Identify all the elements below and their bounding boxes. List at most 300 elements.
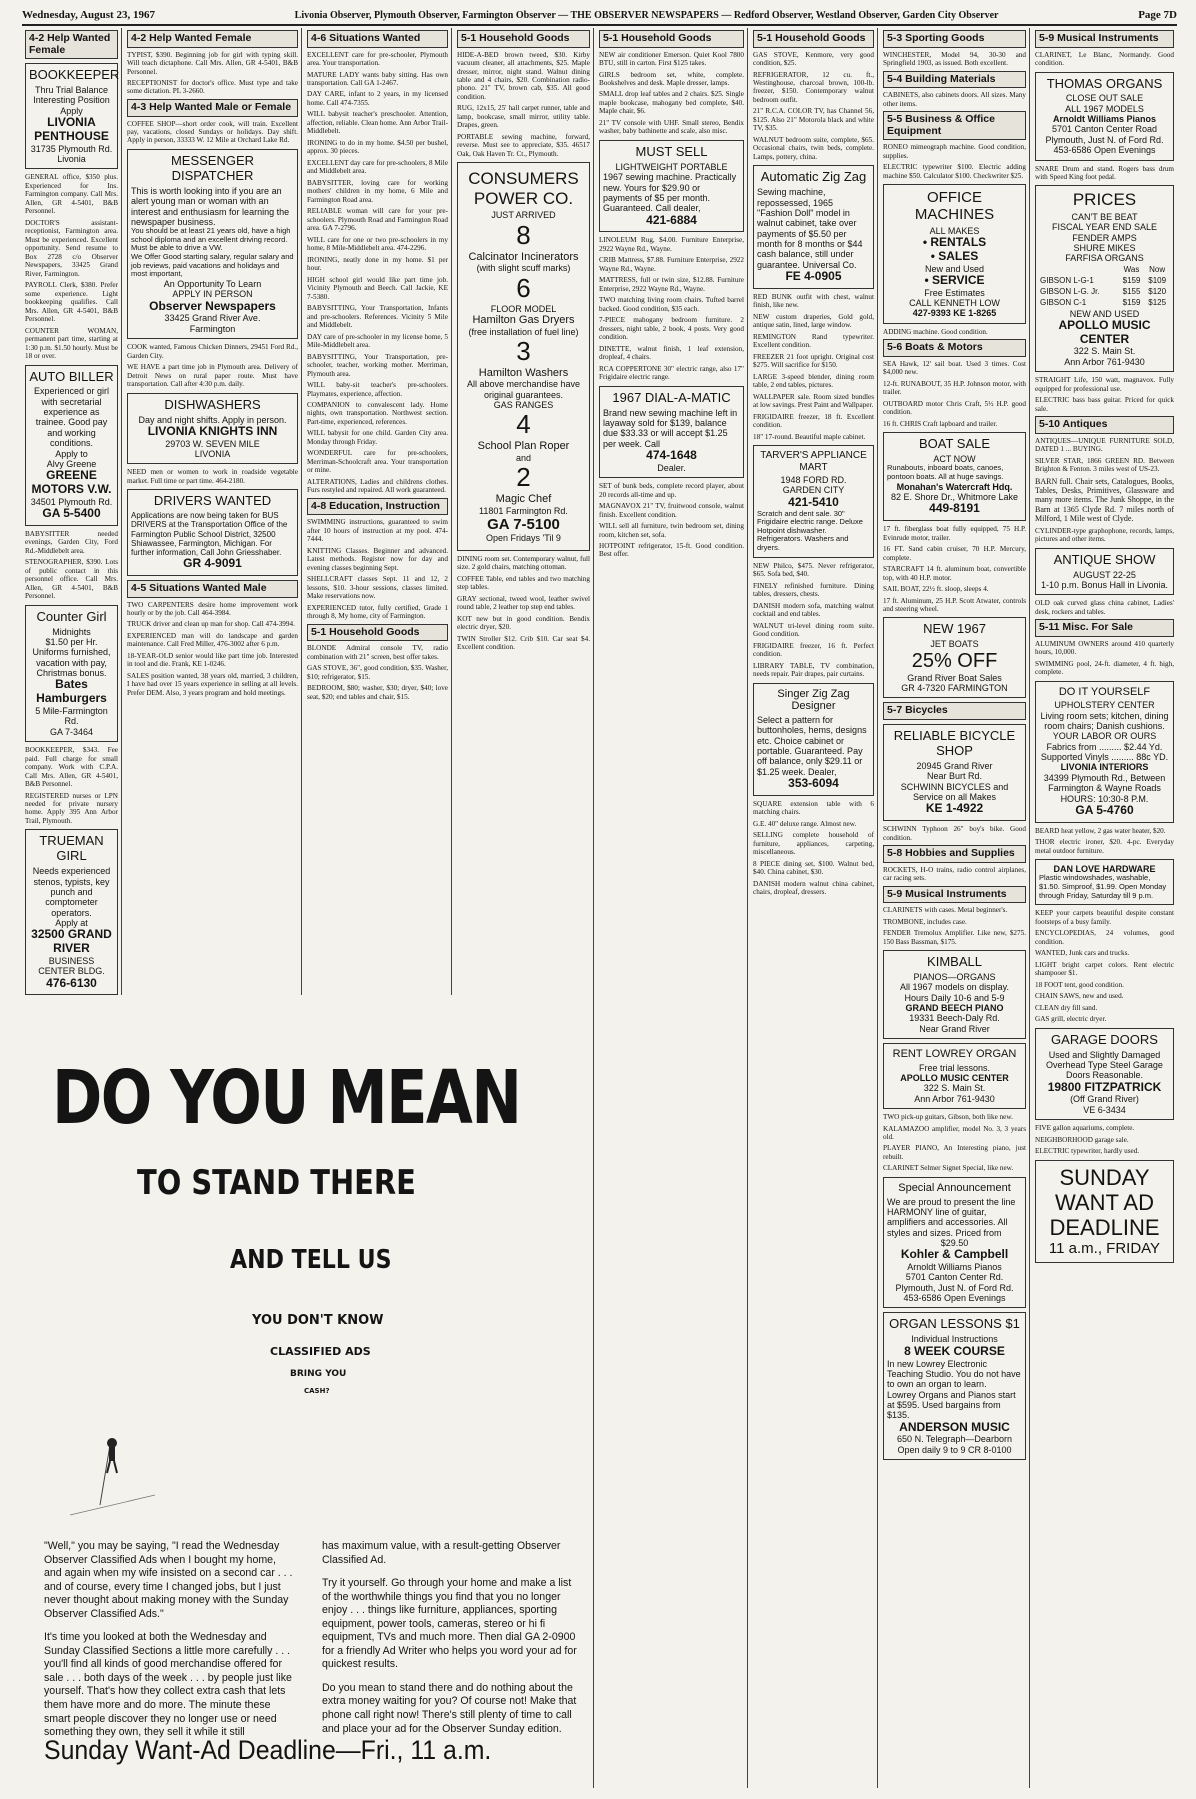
page-number: Page 7D (1138, 9, 1177, 21)
ad-phone: 427-9393 (912, 308, 951, 319)
ad-line: GARDEN CITY (782, 485, 845, 496)
ad-box (1035, 859, 1174, 905)
ad-title: OFFICE MACHINES (914, 189, 995, 224)
ad-title: ORGAN LESSONS $1 (889, 1316, 1020, 1332)
ad-address: BUSINESS CENTER BLDG. (38, 955, 105, 977)
classified-ad: COUNTER WOMAN, permanent part time, starting at 1:30 p.m. $1.50 hourly. Must be 18 or over. (25, 326, 118, 361)
ad-address: 31735 Plymouth Rd. (30, 143, 113, 154)
ad-name: LIVONIA INTERIORS (1060, 762, 1149, 773)
price-now: $120 (1148, 287, 1167, 297)
classified-ad: RONEO mimeograph machine. Good condition, supplies. (883, 143, 1026, 160)
ad-name: GREENE MOTORS V.W. (31, 468, 112, 496)
section-header: 5-1 Household Goods (307, 624, 448, 642)
column-3 (304, 28, 452, 998)
ad-line: SCHWINN BICYCLES and Service on all Makes (900, 781, 1009, 802)
deadline-line: WANT AD (1054, 1189, 1154, 1215)
ad-line: JET BOATS (930, 639, 979, 650)
ad-line: Plastic windowshades, washable, $1.50. Simproof, $1.99. Open Monday through Friday, Saturday till 9 p.m. (1039, 873, 1167, 900)
ad-title: BOOKKEEPER (29, 67, 120, 83)
classified-ad: COFFEE SHOP—short order cook, will train. Excellent pay, vacations, closed Sundays or holidays. Day shift. Apply in person, 33333 W. 12 Mile at Orchard Lake Rd. (127, 119, 298, 145)
ad-box (599, 386, 744, 478)
section-header: 5-7 Bicycles (883, 702, 1026, 720)
classified-ad: BARN full. Chair sets, Catalogues, Books, Tables, Desks, Primitives, Glassware and many more items. The Junk Shoppe, in the Barn at 1365 Clyde Rd. 7 miles north of Milford, 1 Mile west of Clyde. (1035, 476, 1174, 524)
classified-ad: SAIL BOAT, 22½ ft. sloop, sleeps 4. (883, 585, 989, 594)
ad-box (127, 149, 298, 339)
section-header: 5-9 Musical Instruments (1035, 30, 1174, 48)
classified-ad: WILL sell all furniture, twin bedroom set, dining room, kitchen set, sofa. (599, 522, 744, 539)
price-row (1039, 297, 1170, 308)
ad-line: FENDER AMPS (1072, 232, 1137, 243)
ad-title: 1967 DIAL-A-MATIC (612, 389, 731, 405)
issue-date: Wednesday, August 23, 1967 (22, 9, 155, 21)
classified-ad: ROCKETS, H-O trains, radio control airplanes, car racing sets. (883, 865, 1026, 883)
classified-ad: WILL baby-sit teacher's pre-schoolers. Playmates, experience, affection. (307, 381, 448, 398)
price-item: GIBSON L-G-1 (1040, 275, 1094, 285)
classified-ad: FRIGIDAIRE freezer, 16 ft. Perfect condition. (753, 641, 874, 659)
classified-ad: TWO matching living room chairs. Tufted barrel backed. Good condition, $35 each. (599, 296, 744, 313)
ad-title: DO IT YOURSELF (1058, 685, 1151, 698)
ad-line: SHURE MIKES (1073, 243, 1136, 254)
ad-name: Monahan's Watercraft Hdq. (896, 481, 1013, 492)
ad-box (1035, 72, 1174, 161)
ad-title: DRIVERS WANTED (153, 493, 272, 509)
classified-ad: 18-YEAR-OLD senior would like part time job. Interested in tool and die. Frank, KE 1-0246. (127, 651, 298, 669)
classified-ad: SNARE Drum and stand. Rogers bass drum with Speed King foot pedal. (1035, 164, 1174, 181)
ad-address: 29703 W. SEVEN MILE (165, 438, 260, 449)
classified-ad: NEIGHBORHOOD garage sale. (1035, 1135, 1129, 1144)
ad-hours: Open Evenings (944, 1293, 1006, 1304)
ad-name: Bates Hamburgers (36, 677, 107, 706)
ad-line: Hours Daily 10-6 and 5-9 (904, 992, 1005, 1003)
ad-phone: 474-1648 (646, 447, 697, 462)
classified-ad: ALUMINUM OWNERS around 410 quarterly hours, 10,000. (1035, 639, 1174, 657)
classified-ad: EXPERIENCED tutor, fully certified, Grade 1 through 8, My home, city of Farmington. (307, 603, 448, 621)
classified-ad: TWIN Stroller $12. Crib $10. Car seat $4. Excellent condition. (457, 634, 590, 652)
ad-box (1035, 681, 1174, 823)
ad-phone: 761-9430 (956, 1093, 995, 1104)
ad-city: Farmington (189, 323, 236, 334)
deadline-time: 11 a.m., FRIDAY (1048, 1240, 1161, 1258)
ad-title: THOMAS ORGANS (1046, 75, 1163, 91)
classified-ad: MATURE LADY wants baby sitting. Has own transportation. Call GA 1-2467. (307, 70, 448, 87)
ad-name: Kohler & Campbell (900, 1247, 1009, 1262)
section-header: 4-3 Help Wanted Male or Female (127, 99, 298, 117)
ad-box (1035, 548, 1174, 596)
classified-ad: 17 ft. fiberglass boat fully equipped, 75 H.P. Evinrude motor, trailer. (883, 525, 1026, 542)
column-1 (22, 28, 122, 998)
classified-ad: KALAMAZOO amplifier, model No. 3, 3 years old. (883, 1124, 1026, 1141)
classified-ad: RUG, 12x15, 25' hall carpet runner, table and lamp, bookcase, small mirror, utility table. Drapes, green. (457, 104, 590, 130)
ad-box (753, 683, 874, 796)
deadline-line: DEADLINE (1049, 1215, 1160, 1241)
classified-ad: DOCTOR'S assistant-receptionist, Farmington area. Must be experienced. Excellent opportunity. Send resume to Box 2728 c/o Observer Newspapers, 33425 Grand River, Farmington. (25, 218, 118, 278)
classified-ad: BABYSITTER needed evenings, Garden City, Ford Rd.-Middlebelt area. (25, 529, 118, 555)
ad-city: Plymouth, Just N. of Ford Rd. (1045, 134, 1164, 145)
classified-ad: ENCYCLOPEDIAS, 24 volumes, good condition. (1035, 929, 1174, 946)
ad-phone: VE 6-3434 (1083, 1104, 1126, 1115)
ad-phone: 421-6884 (646, 212, 697, 227)
ad-address: 19331 Beech-Daly Rd. (909, 1013, 1000, 1024)
ad-title: ANTIQUE SHOW (1053, 551, 1156, 567)
classified-ad: BLONDE Admiral console TV, radio combination with 21" screen, best offer takes. (307, 644, 448, 661)
ad-city: Ann Arbor (914, 1093, 955, 1104)
ad-title: Singer Zig Zag Designer (777, 687, 850, 713)
promo-body-left (44, 1540, 294, 1750)
classified-ad: HIDE-A-BED brown tweed, $30. Kirby vacuum cleaner, all attachments, $25. Maple dresser, mirror, night stand. Walnut dining table and 4 chairs, $20. Combination radio-phono. 21" TV, brown cab, $35. All good condition. (457, 50, 590, 101)
ad-city: Livonia (57, 154, 86, 164)
classified-ad: STENOGRAPHER, $390. Lots of public contact in this personnel office. Call Mrs. Allen, GR 4-5401, B&B Personnel. (25, 558, 118, 601)
classified-ad: LIGHT bright carpet colors. Rent electric shampooer $1. (1035, 960, 1174, 978)
classified-ad: LIBRARY TABLE, TV combination, needs repair. Pair drapes, pair curtains. (753, 661, 874, 679)
ad-line: Fabrics from ......... $2.44 Yd. (1046, 741, 1163, 752)
classified-ad: ELECTRIC typewriter $100. Electric adding machine $50. Calculator $100. Checkwriter $25. (883, 163, 1026, 180)
ad-line: AUGUST 22-25 (1073, 569, 1136, 580)
classified-ad: KOT new but in good condition. Bendix electric dryer, $20. (457, 614, 590, 632)
price-now: $125 (1148, 298, 1167, 308)
classified-ad: SALES position wanted, 38 years old, married, 3 children, I have had over 15 years experience in selling at all levels. Prefer DEM. Also, 3 years program and hold meetings. (127, 671, 298, 697)
classified-ad: 8 PIECE dining set, $100. Walnut bed, $40. China cabinet, $30. (753, 859, 874, 877)
ad-box (883, 432, 1026, 521)
classified-ad: RCA COPPERTONE 30" electric range, also 17" Frigidaire electric range. (599, 364, 744, 382)
ad-line: 1967 sewing machine. Practically new. Yours for $29.90 or payments of $5 per month. Guaranteed. Call dealer, (603, 172, 737, 214)
ad-phone: GA 5-4760 (1075, 802, 1134, 817)
promo-deadline: Sunday Want-Ad Deadline—Fri., 11 a.m. (44, 1735, 492, 1765)
ad-box (753, 165, 874, 288)
ad-box (883, 1177, 1026, 1309)
column-6 (750, 28, 878, 1788)
classified-ad: CYLINDER-type graphophone, records, lamps, pictures and other items. (1035, 526, 1174, 544)
ad-line: APPLY IN PERSON (172, 289, 253, 300)
classified-ad: WILL babysit teacher's preschooler. Attention, affection, reliable. Clean home. Ann Arbor Trail-Middlebelt. (307, 110, 448, 136)
classified-ad: DANISH modern sofa, matching walnut cocktail and end tables. (753, 601, 874, 619)
classified-ad: WE HAVE a part time job in Plymouth area. Delivery of Detroit News on rural paper route. Must have transportation. Call after 4:30 p.m. daily. (127, 363, 298, 389)
classified-ad: G.E. 40" deluxe range. Almost new. (753, 819, 857, 828)
classified-ad: IRONING to do in my home. $4.50 per bushel, approx. 30 pieces. (307, 138, 448, 156)
ad-hours: Open Evenings (1094, 145, 1156, 156)
ad-title: PRICES (1072, 190, 1137, 210)
ad-line: $1.50 per Hr. (45, 637, 98, 648)
classified-ad: BEARD heat yellow, 2 gas water heater, $20. (1035, 826, 1166, 835)
classified-ad: SMALL drop leaf tables and 2 chairs. $25. Single maple bookcase, mahogany bed complete, $40. Maple chair, $6. (599, 90, 744, 116)
classified-ad: GIRLS bedroom set, white, complete. Bookshelves and desk. Maple dresser, lamps. (599, 70, 744, 87)
ad-address: 33425 Grand River Ave. (164, 313, 261, 324)
ad-line: Hamilton Gas Dryers (472, 313, 575, 326)
classified-ad: SILVER STAR, 1866 GREEN RD. Between Brighton & Fenton. 3 miles west of US-23. (1035, 456, 1174, 474)
ad-title: Special Announcement (898, 1181, 1011, 1194)
classified-ad: EXPERIENCED man will do landscape and garden maintenance. Call Fred Miller, 476-3002 after 6 p.m. (127, 631, 298, 649)
ad-line: School Plan Roper (477, 440, 570, 453)
ad-title: Counter Girl (36, 608, 107, 624)
classified-ad: EXCELLENT day care for pre-schoolers, 8 Mile and Middlebelt area. (307, 158, 448, 176)
ad-name: Observer Newspapers (149, 298, 276, 313)
ad-line: We are proud to present the line HARMONY line of guitar, amplifiers and accessories. All styles and sizes. Priced from (887, 1196, 1016, 1238)
ad-box (25, 605, 118, 742)
ad-phone: 421-5410 (788, 494, 839, 509)
ad-address: 5701 Canton Center Road (1051, 124, 1158, 135)
ad-box (883, 617, 1026, 698)
masthead (22, 6, 1177, 26)
classified-ad: PLAYER PIANO, An Interesting piano, just rebuilt. (883, 1144, 1026, 1161)
ad-quantity: 2 (516, 462, 531, 493)
ad-line: • SALES (930, 248, 979, 263)
price-was: $159 (1122, 275, 1141, 285)
ad-title: GARAGE DOORS (1051, 1031, 1158, 1047)
ad-phone: GR 4-9091 (183, 556, 242, 571)
ad-line: New and Used (924, 263, 985, 274)
ad-address: 5 Mile-Farmington Rd. (35, 706, 108, 727)
classified-ad: SQUARE extension table with 6 matching chairs. (753, 799, 874, 817)
ad-line: PIANOS—ORGANS (913, 971, 996, 982)
ad-discount: 25% OFF (911, 649, 998, 672)
classified-ad: PAYROLL Clerk, $380. Prefer some experience. Light bookkeeping qualifies. Call Mrs. Allen, GR 4-5401, B&B Personnel. (25, 281, 118, 324)
price-was: $159 (1122, 298, 1141, 308)
tiny-man-illustration (40, 1435, 160, 1525)
ad-line: Individual Instructions (911, 1334, 998, 1345)
classified-ad: DAY CARE, infant to 2 years, in my licensed home. Call 474-7355. (307, 90, 448, 107)
ad-line: Select a pattern for buttonholes, hems, designs etc. Choice cabinet or portable. Guaranteed. Pay off balance, only $29.11 or $1.25 week. Dealer, (757, 714, 867, 777)
ad-line: This is worth looking into if you are an alert young man or woman with an interest and enthusiasm for learning the newspaper business. (131, 185, 290, 227)
section-header: 4-2 Help Wanted Female (127, 30, 298, 48)
promo-paragraph: Do you mean to stand there and do nothing about the extra money waiting for you? Of course not! Make that phone call right now! There's still plenty of time to call and place your ad for the Observer Sunday edition. (322, 1681, 577, 1735)
ad-line: NEW AND USED (1069, 308, 1140, 319)
classified-ad: CLARINET Selmer Signet Special, like new. (883, 1164, 1014, 1173)
classified-ad: GAS STOVE, Kenmore, very good condition, $25. (753, 50, 874, 68)
classified-ad: DANISH modern walnut china cabinet, chairs, dropleaf, dressers. (753, 879, 874, 897)
section-header: 5-1 Household Goods (457, 30, 590, 48)
ad-name: ANDERSON MUSIC (899, 1419, 1010, 1434)
column-7 (880, 28, 1030, 1788)
classified-ad: FREEZER 21 foot upright. Original cost $275. Will sacrifice for $150. (753, 352, 874, 370)
classified-ad: 16 FT. Sand cabin cruiser, 70 H.P. Mercury, complete. (883, 545, 1026, 562)
section-header: 5-4 Building Materials (883, 71, 1026, 89)
ad-line: 8 WEEK COURSE (904, 1343, 1005, 1358)
ad-line: Day and night shifts. Apply in person. (138, 414, 287, 425)
ad-line: Dealer. (657, 462, 686, 473)
classified-ad: 7-PIECE mahogany bedroom furniture. 2 dressers, night table, 2 book, 4 posts. Very good condition. (599, 316, 744, 342)
section-header: 5-1 Household Goods (599, 30, 744, 48)
ad-phone: KE 1-4922 (925, 801, 984, 816)
classified-ad: GENERAL office, $350 plus. Experienced for Ins. Farmington company. Call Mrs. Allen, GR 4-5401, B&B Personnel. (25, 173, 118, 216)
classified-ad: WILL care for one or two pre-schoolers in my home, 8 Mile-Middlebelt area. 474-2296. (307, 235, 448, 253)
classified-ad: 12-ft. RUNABOUT, 35 H.P. Johnson motor, with trailer. (883, 379, 1026, 397)
classified-ad: LARGE 3-speed blender, dining room table, 2 end tables, pictures. (753, 372, 874, 390)
classified-ad: NEW air conditioner Emerson. Quiet Kool 7800 BTU, still in carton. First $125 takes. (599, 50, 744, 68)
deadline-box (1035, 1160, 1174, 1263)
section-header: 5-5 Business & Office Equipment (883, 111, 1026, 140)
ad-phone: 449-8191 (929, 501, 980, 516)
promo-subhead: TO STAND THERE (137, 1163, 416, 1203)
classified-ad: SELLING complete household of furniture, appliances, carpeting, miscellaneous. (753, 831, 874, 857)
classified-ad: NEW Philco, $475. Never refrigerator, $65. Sofa bed, $40. (753, 561, 874, 579)
ad-line: Applications are now being taken for BUS DRIVERS at the Transportation Office of the Farmington Public School District, 32500 Shiawassee, Farmington, Michigan. For further information, Call John Griesshaber. (131, 511, 288, 557)
ad-line: Alvy Greene (46, 458, 97, 469)
classified-ad: FINELY refinished furniture. Dining tables, dressers, chests. (753, 581, 874, 599)
classified-ad: WILL babysit for one child. Garden City area. Monday through Friday. (307, 429, 448, 446)
promo-paragraph: "Well," you may be saying, "I read the Wednesday Observer Classified Ads when I bought my home, and again when my wife insisted on a second car . . . and of course, every time I changed jobs, but I just never thought about making money with the Sunday Observer Classified Ads." (44, 1540, 293, 1620)
ad-name: APOLLO MUSIC CENTER (1058, 317, 1151, 346)
classified-ad: BEDROOM, $80; washer, $30; dryer, $40; love seat, $20; end tables and chair, $15. (307, 684, 448, 701)
ad-address: 34399 Plymouth Rd., Between Farmington & Wayne Roads (1043, 772, 1166, 794)
section-header: 4-2 Help Wanted Female (25, 30, 118, 59)
price-row (1039, 275, 1170, 286)
ad-box (599, 140, 744, 232)
ad-address: 5701 Canton Center Rd. (905, 1272, 1004, 1283)
ad-line: JUST ARRIVED (491, 210, 556, 221)
classified-ad: MAGNAVOX 21" TV, fruitwood console, walnut finish. Excellent condition. (599, 502, 744, 519)
ad-quantity: 4 (516, 409, 531, 440)
ad-phone: GA 7-3464 (49, 726, 94, 737)
classified-ad: GRAY sectional, tweed wool, leather swivel round table, 2 leather top step end tables. (457, 594, 590, 612)
ad-line: Used and Slightly Damaged Overhead Type Steel Garage Doors Reasonable. (1046, 1049, 1163, 1081)
ad-box (883, 184, 1026, 324)
ad-line: (with slight scuff marks) (476, 263, 571, 274)
classified-ad: ELECTRIC bass bass guitar. Priced for quick sale. (1035, 396, 1174, 413)
classified-ad: BABYSITTING, Your Transportation, pre-schooler, teacher, working mother. Merriman, Plymouth area. (307, 352, 448, 378)
ad-quantity: 6 (516, 272, 531, 303)
classified-ad: SET of bunk beds, complete record player, about 20 records all-time and up. (599, 482, 744, 499)
price-now: $109 (1148, 275, 1167, 285)
classified-ad: 18" 17-round. Beautiful maple cabinet. (753, 432, 866, 441)
ad-line: All above merchandise have original guarantees. (466, 379, 581, 400)
ad-line: Brand new sewing machine left in layaway sold for $139, balance due $33.33 or will accept $1.25 per week. Call (603, 407, 738, 449)
promo-headline: DO YOU MEAN (52, 1055, 521, 1141)
classified-ad: DAY care of pre-schooler in my license home, 5 Mile-Middlebelt area. (307, 332, 448, 350)
classified-ad: HOTPOINT refrigerator, 15-ft. Good condition. Best offer. (599, 541, 744, 559)
promo-paragraph: Try it yourself. Go through your home and make a list of the worthwhile things you find that you no longer enjoy . . . things like furniture, appliances, sporting equipment, power tools, cameras, stereo or hi fi equipment, TVs and much more. Then dial GA 2-0900 for a friendly Ad Writer who helps you word your ad for quickest results. (322, 1577, 577, 1671)
price-table (1039, 264, 1170, 309)
section-header: 5-10 Antiques (1035, 416, 1174, 434)
classified-ad: BOOKKEEPER, $343. Fee paid. Full charge for small company. Work with C.P.A. Call Mrs. Allen, GR 4-5401, B&B Personnel. (25, 746, 118, 789)
ad-name: 32500 GRAND RIVER (31, 927, 112, 956)
ad-title: BOAT SALE (918, 436, 991, 452)
ad-line: 1948 FORD RD. (780, 475, 847, 486)
classified-ad: RECEPTIONIST for doctor's office. Must type and take some dictation. PL 3-2660. (127, 79, 298, 96)
classified-ad: SWIMMING pool, 24-ft. diameter, 4 ft. high, complete. (1035, 659, 1174, 677)
section-header: 5-8 Hobbies and Supplies (883, 845, 1026, 863)
classified-ad: WALNUT bedroom suite, complete, $65. Occasional chairs, twin beds, complete. Lamps, pottery, china. (753, 135, 874, 161)
ad-line: CAN'T BE BEAT (1071, 212, 1138, 223)
ad-line: Free Estimates (924, 287, 985, 298)
ad-line: An Opportunity To Learn (163, 278, 262, 289)
classified-ad: GAS STOVE, 36", good condition, $35. Washer, $10; refrigerator, $15. (307, 664, 448, 681)
ad-line: Near Grand River (919, 1023, 990, 1034)
ad-title: RELIABLE BICYCLE SHOP (893, 727, 1016, 758)
classified-ad: REMINGTON Rand typewriter. Excellent condition. (753, 332, 874, 350)
deadline-title: SUNDAY (1059, 1164, 1150, 1190)
ad-address: 322 S. Main St. (923, 1083, 986, 1094)
ad-address: 11801 Farmington Rd. (479, 505, 568, 516)
section-header: 4-8 Education, Instruction (307, 498, 448, 516)
ad-phone: KE 1-8265 (953, 308, 997, 319)
ad-title: AUTO BILLER (29, 368, 114, 384)
promo-subhead: YOU DON'T KNOW (252, 1313, 384, 1328)
price-was: $155 (1122, 287, 1141, 297)
classified-ad: RELIABLE woman will care for your pre-schoolers. Plymouth Road and Farmington Road area. GA 7-2796. (307, 207, 448, 233)
classified-ad: DINETTE, walnut finish, 1 leaf extension, dropleaf, 4 chairs. (599, 344, 744, 362)
ad-name: LIVONIA PENTHOUSE (34, 115, 109, 143)
classified-ad: WONDERFUL care for pre-schoolers, Merriman-Schoolcraft area. Your transportation or mine. (307, 449, 448, 475)
classified-ad: ADDING machine. Good condition. (883, 327, 988, 336)
section-header: 5-3 Sporting Goods (883, 30, 1026, 48)
ad-quantity: 8 (516, 219, 531, 250)
ad-address: 19800 FITZPATRICK (1047, 1079, 1162, 1094)
ad-phone: GR 4-7320 (901, 683, 946, 694)
ad-phone: 761-9430 (1106, 356, 1145, 367)
ad-phone: CR 8-0100 (968, 1444, 1012, 1455)
ad-name: APOLLO MUSIC CENTER (900, 1072, 1009, 1083)
classified-ad: SEA Hawk, 12' sail boat. Used 3 times. Cost $4,000 new. (883, 359, 1026, 377)
ad-line: • RENTALS (922, 234, 987, 249)
price-row (1039, 286, 1170, 297)
classified-ad: COFFEE Table, end tables and two matching step tables. (457, 574, 590, 592)
ad-line: CLOSE OUT SALE (1065, 93, 1144, 104)
ad-city: FARMINGTON (947, 683, 1008, 694)
ad-line: Arnoldt Williams Pianos (907, 1262, 1002, 1273)
classified-ad: BABYSITTER, loving care for working mothers' children in my home, 6 Mile and Farmington Road area. (307, 178, 448, 204)
classified-ad: OUTBOARD motor Chris Craft, 5½ H.P. good condition. (883, 399, 1026, 417)
classified-ad: ANTIQUES—UNIQUE FURNITURE SOLD, DATED 1 ... BUYING. (1035, 436, 1174, 454)
classified-ad: PORTABLE sewing machine, forward, reverse. Must see to appreciate, $35. 46517 Oak, Oak Haven Tr. Ct., Plymouth. (457, 132, 590, 158)
promo-body-right (322, 1540, 577, 1746)
price-header: Now (1149, 264, 1166, 274)
price-item: GIBSON C-1 (1040, 298, 1087, 308)
ad-line: GAS RANGES (493, 400, 554, 411)
ad-title: DISHWASHERS (164, 396, 261, 412)
ad-title: MESSENGER DISPATCHER (170, 152, 255, 183)
classified-ad: CABINETS, also cabinets doors. All sizes. Many other items. (883, 91, 1026, 108)
ad-name: Arnoldt Williams Pianos (1053, 114, 1156, 125)
ad-box (127, 393, 298, 465)
ad-line: All 1967 models on display. (900, 982, 1009, 993)
ad-phone: 453-6586 (1053, 145, 1092, 156)
classified-ad: TYPIST, $390. Beginning job for girl with typing skill. Will teach dictaphone. Call Mrs. Allen, GR 4-5401, B&B Personnel. (127, 50, 298, 76)
classified-ad: LINOLEUM Rug, $4.00. Furniture Enterprise, 2922 Wayne Rd., Wayne. (599, 236, 744, 253)
ad-title: TARVER'S APPLIANCE MART (760, 450, 867, 473)
ad-line: Thru Trial Balance (34, 85, 109, 96)
ad-title: KIMBALL (927, 954, 982, 969)
ad-line: Calcinator Incinerators (468, 250, 579, 263)
ad-line: Needs experienced stenos, typists, key punch and comptometer operators. (32, 866, 111, 918)
ad-box (883, 724, 1026, 821)
ad-box (25, 829, 118, 995)
ad-line: Uniforms furnished, vacation with pay, Christmas bonus. (32, 647, 111, 679)
ad-title: MUST SELL (635, 143, 708, 159)
classified-ad: WALLPAPER sale. Room sized bundles at low savings. Prest Paint and Wallpaper. (753, 392, 874, 410)
ad-line: Hamilton Washers (478, 366, 569, 379)
ad-line: and (515, 452, 532, 463)
classified-ad: COOK wanted, Famous Chicken Dinners, 29451 Ford Rd., Garden City. (127, 343, 298, 360)
ad-line: Free trial lessons. (918, 1062, 991, 1073)
ad-name: GRAND BEECH PIANO (905, 1002, 1004, 1013)
ad-line: FLOOR MODEL (490, 303, 557, 314)
classified-ad: NEW custom draperies, Gold gold, antique satin, lined, large window. (753, 312, 874, 330)
ad-line: Runabouts, inboard boats, canoes, pontoon boats. All at huge savings. (887, 463, 1004, 481)
ad-address: 650 N. Telegraph—Dearborn (897, 1434, 1012, 1445)
ad-title: Automatic Zig Zag (760, 169, 867, 185)
classified-ad: GAS grill, electric dryer. (1035, 1015, 1107, 1024)
ad-box (883, 1312, 1026, 1460)
ad-address: 82 E. Shore Dr., Whitmore Lake (890, 491, 1019, 502)
ad-line: $29.50 (940, 1237, 969, 1248)
classified-ad: FIVE gallon aquariums, complete. (1035, 1124, 1135, 1133)
promo-paragraph: has maximum value, with a result-getting Observer Classified Ad. (322, 1540, 561, 1566)
classified-ad: ALTERATIONS, Ladies and childrens clothes. Furs restyled and repaired. All work guaranteed. (307, 477, 448, 495)
classified-ad: 18 FOOT tent, good condition. (1035, 980, 1124, 989)
classified-ad: CLEAN dry fill sand. (1035, 1003, 1098, 1012)
ad-line: Lowrey Organs and Pianos start at $595. Used bargains from $135. (887, 1389, 1016, 1421)
classified-ad: SCHWINN Typhoon 26" boy's bike. Good condition. (883, 825, 1026, 842)
ad-quantity: 3 (516, 335, 531, 366)
